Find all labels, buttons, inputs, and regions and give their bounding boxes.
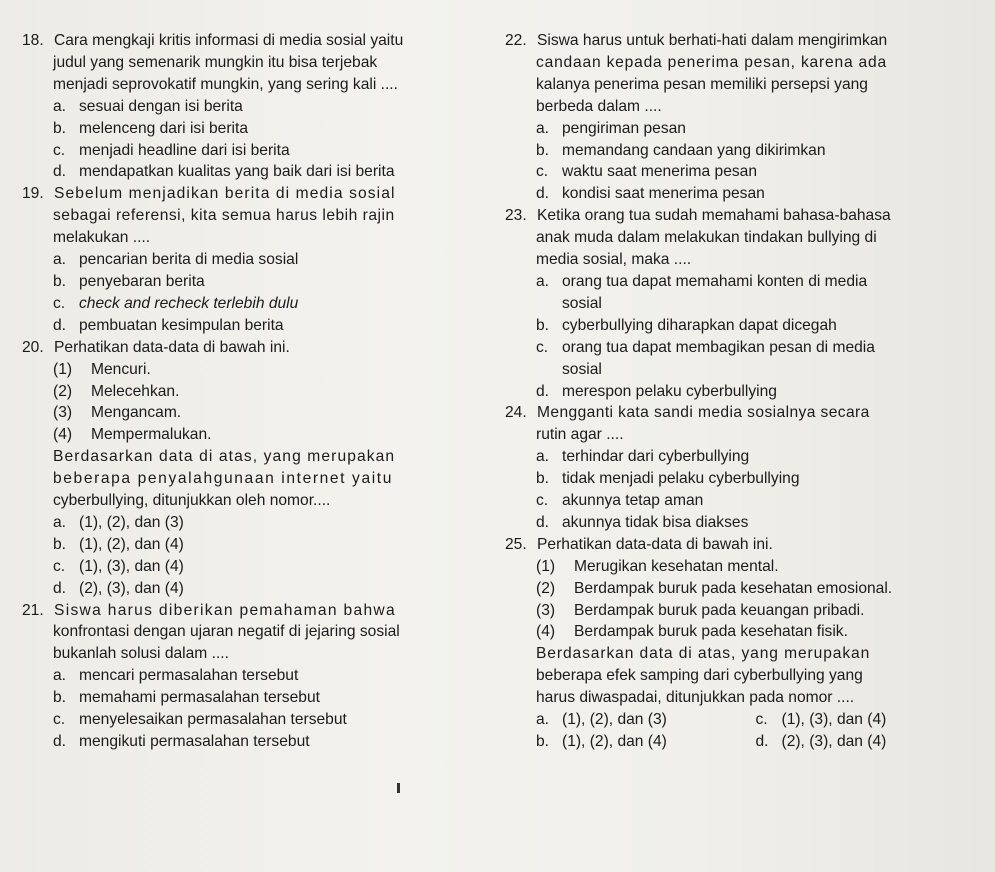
question-20: [22, 337, 477, 600]
data-item: (2) Berdampak buruk pada kesehatan emosional.: [536, 579, 893, 597]
data-item: (1) Mencuri.: [53, 360, 151, 378]
question-intro: Perhatikan data-data di bawah ini.: [537, 535, 773, 553]
question-25: [505, 534, 975, 753]
option-a[interactable]: a. pencarian berita di media sosial: [53, 251, 299, 269]
option-row: [505, 709, 975, 731]
question-text: kalanya penerima pesan memiliki persepsi yang: [536, 75, 868, 93]
option-b[interactable]: b. tidak menjadi pelaku cyberbullying: [536, 470, 800, 488]
question-text: menjadi seprovokatif mungkin, yang sering kali ....: [53, 75, 398, 93]
option-d[interactable]: d. mengikuti permasalahan tersebut: [53, 733, 310, 750]
pencil-mark: [397, 783, 400, 793]
question-number: 21.: [22, 601, 44, 619]
option-c[interactable]: c. (1), (3), dan (4): [755, 711, 887, 729]
page-bottom-margin: [22, 753, 477, 793]
option-c[interactable]: c. check and recheck terlebih dulu: [53, 294, 299, 312]
question-text: Siswa harus untuk berhati-hati dalam mengirimkan: [537, 32, 888, 49]
question-text: Berdasarkan data di atas, yang merupakan: [536, 645, 871, 663]
question-intro: Perhatikan data-data di bawah ini.: [54, 338, 290, 356]
question-text: Siswa harus diberikan pemahaman bahwa: [54, 601, 396, 619]
question-text: melakukan ....: [53, 229, 151, 247]
question-text: sebagai referensi, kita semua harus lebih rajin: [53, 207, 395, 225]
question-18: [22, 30, 477, 183]
option-c[interactable]: c. menjadi headline dari isi berita: [53, 141, 290, 159]
question-text: anak muda dalam melakukan tindakan bullying di: [536, 229, 877, 247]
option-d[interactable]: d. kondisi saat menerima pesan: [536, 185, 765, 203]
question-text: Cara mengkaji kritis informasi di media sosial yaitu: [54, 32, 404, 49]
option-d[interactable]: d. (2), (3), dan (4): [53, 579, 184, 597]
option-c[interactable]: c. (1), (3), dan (4): [53, 557, 184, 575]
question-text: beberapa efek samping dari cyberbullying yang: [536, 667, 863, 685]
question-text: Mengganti kata sandi media sosialnya secara: [537, 404, 870, 422]
option-a[interactable]: a. pengiriman pesan: [536, 119, 686, 137]
question-text: Sebelum menjadikan berita di media sosial: [54, 185, 396, 203]
question-24: [505, 402, 975, 533]
data-item: (3) Berdampak buruk pada keuangan pribadi.: [536, 601, 865, 619]
option-b[interactable]: b. memandang candaan yang dikirimkan: [536, 141, 826, 159]
option-b[interactable]: b. cyberbullying diharapkan dapat dicegah: [536, 316, 837, 334]
data-item: (1) Merugikan kesehatan mental.: [536, 557, 779, 575]
question-19: [22, 183, 477, 336]
option-b[interactable]: b. (1), (2), dan (4): [53, 535, 184, 553]
question-text: candaan kepada penerima pesan, karena ada: [536, 53, 887, 71]
option-d[interactable]: d. mendapatkan kualitas yang baik dari isi berita: [53, 163, 395, 181]
option-b[interactable]: b. penyebaran berita: [53, 272, 205, 290]
data-item: (3) Mengancam.: [53, 404, 182, 422]
option-c[interactable]: c. akunnya tetap aman: [536, 492, 704, 510]
question-text: bukanlah solusi dalam ....: [53, 645, 229, 663]
question-text: berbeda dalam ....: [536, 97, 662, 115]
question-text: Berdasarkan data di atas, yang merupakan: [53, 448, 396, 466]
question-23: [505, 205, 975, 402]
option-a[interactable]: a. (1), (2), dan (3): [536, 711, 667, 729]
option-d[interactable]: d. merespon pelaku cyberbullying: [536, 382, 777, 400]
option-row: [505, 731, 975, 753]
option-a[interactable]: a. (1), (2), dan (3): [53, 513, 184, 531]
option-b[interactable]: b. melenceng dari isi berita: [53, 119, 249, 137]
question-number: 20.: [22, 338, 44, 356]
data-item: (4) Berdampak buruk pada kesehatan fisik.: [536, 623, 848, 641]
option-a[interactable]: a. terhindar dari cyberbullying: [536, 448, 750, 466]
option-b[interactable]: b. (1), (2), dan (4): [536, 733, 667, 750]
right-column: [505, 30, 975, 753]
option-d[interactable]: d. (2), (3), dan (4): [755, 733, 887, 750]
option-c[interactable]: c. waktu saat menerima pesan: [536, 163, 758, 181]
question-21: [22, 600, 477, 753]
question-text: Ketika orang tua sudah memahami bahasa-bahasa: [537, 207, 891, 225]
question-text: judul yang semenarik mungkin itu bisa terjebak: [53, 53, 378, 71]
data-item: (4) Mempermalukan.: [53, 426, 212, 444]
question-text: harus diwaspadai, ditunjukkan pada nomor ....: [536, 689, 855, 707]
question-number: 25.: [505, 535, 527, 553]
question-number: 18.: [22, 32, 44, 49]
option-d[interactable]: d. akunnya tidak bisa diakses: [536, 513, 749, 531]
question-number: 23.: [505, 207, 527, 225]
question-text: rutin agar ....: [536, 426, 624, 444]
question-number: 24.: [505, 404, 527, 422]
question-22: [505, 30, 975, 205]
option-d[interactable]: d. pembuatan kesimpulan berita: [53, 316, 284, 334]
option-a[interactable]: a. sesuai dengan isi berita: [53, 97, 243, 115]
option-a[interactable]: a. orang tua dapat memahami konten di media: [536, 272, 868, 290]
question-text: media sosial, maka ....: [536, 251, 692, 269]
question-text: cyberbullying, ditunjukkan oleh nomor....: [53, 492, 331, 510]
question-text: beberapa penyalahgunaan internet yaitu: [53, 470, 393, 488]
option-c-continued: sosial: [562, 360, 602, 378]
question-number: 22.: [505, 32, 527, 49]
option-b[interactable]: b. memahami permasalahan tersebut: [53, 689, 320, 707]
question-number: 19.: [22, 185, 44, 203]
option-c[interactable]: c. orang tua dapat membagikan pesan di media: [536, 338, 875, 356]
option-a-continued: sosial: [562, 294, 602, 312]
data-item: (2) Melecehkan.: [53, 382, 180, 400]
option-a[interactable]: a. mencari permasalahan tersebut: [53, 667, 299, 685]
left-column: [22, 30, 477, 793]
option-c[interactable]: c. menyelesaikan permasalahan tersebut: [53, 711, 347, 729]
question-text: konfrontasi dengan ujaran negatif di jejaring sosial: [53, 623, 400, 641]
